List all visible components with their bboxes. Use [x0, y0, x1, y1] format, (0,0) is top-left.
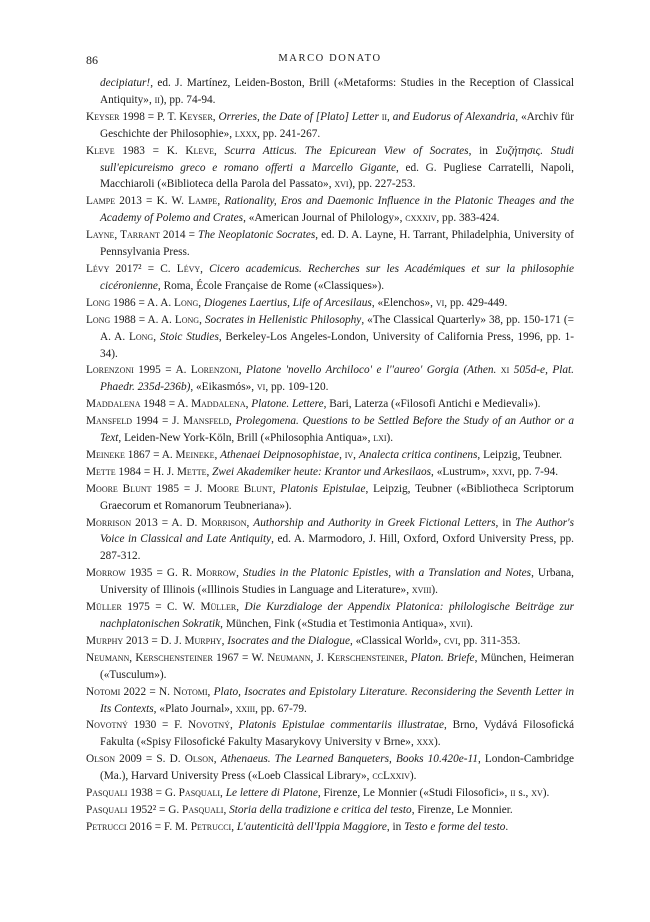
- entry-smallcaps: lxxx: [234, 127, 258, 140]
- bibliography-entry: [86, 193, 574, 227]
- entry-smallcaps: Kleve: [185, 144, 214, 157]
- entry-text: ,: [404, 651, 411, 664]
- entry-title: Platonis Epistulae: [280, 482, 366, 495]
- entry-text: ,: [206, 465, 213, 478]
- entry-text: ,: [236, 601, 245, 614]
- entry-title: The Author's Voice in Classical and Late Antiquity: [100, 516, 574, 546]
- entry-smallcaps: Morrow: [196, 567, 237, 580]
- entry-smallcaps: lxi: [373, 432, 387, 445]
- entry-text: , München, Fink («Studia et Testimonia Antiqua»,: [220, 618, 450, 630]
- entry-smallcaps: xvii: [449, 618, 467, 630]
- bibliography-entry: [86, 447, 574, 464]
- entry-text: = K. W.: [141, 195, 189, 208]
- entry-smallcaps: Kerschensteiner: [327, 651, 405, 664]
- entry-text: ,: [221, 634, 228, 647]
- entry-smallcaps: Lorenzoni: [190, 364, 239, 377]
- entry-text: = A. A.: [135, 313, 175, 326]
- entry-smallcaps: xxiii: [235, 702, 256, 715]
- entry-smallcaps: iv: [344, 448, 354, 461]
- entry-smallcaps: Neumann: [267, 651, 311, 664]
- entry-smallcaps: vi: [256, 381, 266, 394]
- entry-smallcaps: Petrucci: [190, 820, 232, 833]
- entry-text: = H. J.: [141, 465, 177, 478]
- entry-text: , Firenze, Le Monnier («Studi Filosofici»,: [317, 787, 511, 800]
- entry-title: 505d-e, Plat. Phaedr. 235d-236b): [100, 364, 574, 394]
- page-number: 86: [86, 53, 98, 67]
- entry-text: , Leiden-New York-Köln, Brill («Philosophia Antiqua»,: [118, 432, 374, 445]
- entry-key: Lorenzoni 1995: [86, 364, 161, 377]
- entry-title: The Neoplatonic Socrates: [198, 229, 316, 242]
- entry-key: Olson 2009: [86, 753, 142, 766]
- entry-text: = C. W.: [149, 601, 201, 614]
- bibliography-entry: [86, 819, 574, 836]
- entry-text: , pp. 311-353.: [457, 634, 521, 647]
- entry-smallcaps: Long: [128, 330, 154, 343]
- bibliography-list: [86, 75, 574, 836]
- entry-text: , pp. 109-120.: [265, 381, 329, 394]
- entry-key: Kleve 1983: [86, 144, 145, 157]
- entry-title: Die Kurzdialoge der Appendix Platonica: philologische Beiträge zur nachplatonischen Sokratik: [100, 601, 574, 630]
- entry-key: Müller 1975: [86, 601, 150, 614]
- entry-text: = S. D.: [141, 753, 185, 766]
- entry-text: = C.: [141, 262, 177, 275]
- entry-text: , «Archiv für Geschichte der Philosophie»,: [100, 110, 575, 140]
- entry-text: ,: [339, 448, 345, 461]
- entry-title: L'autenticità dell'Ippia Maggiore: [236, 820, 387, 833]
- entry-text: = A. D.: [157, 516, 202, 529]
- entry-title: Analecta critica continens: [358, 448, 478, 461]
- bibliography-entry: [86, 785, 574, 802]
- entry-text: , pp. 67-79.: [255, 702, 307, 715]
- bibliography-entry: [86, 295, 574, 312]
- bibliography-entry: [86, 464, 574, 481]
- entry-text: , «Eikasmós»,: [190, 381, 257, 394]
- entry-text: ,: [213, 753, 221, 766]
- entry-title: Le lettere di Platone: [225, 787, 318, 800]
- entry-smallcaps: xxx: [416, 736, 434, 749]
- entry-text: = J.: [178, 482, 208, 495]
- entry-text: , London-Cambridge (Ma.), Harvard University Press («Loeb Classical Library»,: [100, 753, 575, 783]
- entry-text: = G. R.: [152, 567, 197, 580]
- entry-text: ,: [214, 448, 221, 461]
- bibliography-entry: [86, 802, 574, 819]
- entry-smallcaps: Müller: [200, 601, 237, 614]
- entry-key: Mette 1984: [86, 465, 142, 478]
- entry-title: decipiatur!: [100, 77, 151, 89]
- entry-key: Keyser 1998: [86, 110, 145, 123]
- entry-text: , Leipzig, Teubner («Bibliotheca Scriptorum Graecorum et Romanorum Teubneriana»).: [100, 482, 574, 512]
- entry-text: = K.: [144, 144, 186, 157]
- entry-text: = D. J.: [148, 634, 185, 647]
- entry-title: Zwei Akademiker heute: Krantor und Arkesilaos: [212, 465, 432, 478]
- bibliography-entry: [86, 633, 574, 650]
- entry-text: ,: [229, 719, 239, 732]
- entry-text: , pp. 7-94.: [511, 465, 559, 478]
- entry-text: , pp. 383-424.: [436, 212, 500, 225]
- entry-text: , Leipzig, Teubner.: [477, 448, 563, 461]
- entry-text: , ed. G. Pugliese Carratelli, Napoli, Macchiaroli («Biblioteca della Parola del Passato»,: [100, 161, 575, 191]
- entry-text: = P. T.: [144, 110, 180, 123]
- page-header: [86, 53, 574, 73]
- bibliography-entry: [86, 396, 574, 413]
- entry-text: , ed. D. A. Layne, H. Tarrant, Philadelphia, University of Pennsylvania Press.: [100, 229, 574, 259]
- entry-text: ,: [220, 787, 226, 800]
- entry-smallcaps: cxxxiv: [405, 212, 437, 225]
- entry-smallcaps: Long: [174, 296, 199, 309]
- entry-text: ,: [229, 415, 236, 428]
- entry-text: ).: [433, 736, 441, 749]
- bibliography-entry: [86, 261, 574, 295]
- entry-key: Maddalena 1948: [86, 398, 166, 411]
- bibliography-entry: [86, 75, 574, 109]
- bibliography-entry: [86, 515, 574, 566]
- entry-text: , «Lustrum»,: [431, 465, 492, 478]
- entry-title: Athenaei Deipnosophistae: [220, 448, 340, 461]
- entry-text: = A.: [150, 448, 176, 461]
- entry-smallcaps: Murphy: [184, 634, 222, 647]
- entry-title: Συζήτησις. Studi sull'epicureismo greco e romano offerti a Marcello Gigante: [100, 144, 575, 174]
- bibliography-entry: [86, 684, 574, 718]
- entry-text: ,: [217, 195, 225, 208]
- entry-smallcaps: Pasquali: [182, 803, 224, 816]
- entry-text: = G.: [152, 787, 179, 800]
- entry-text: , Roma, École Française de Rome («Classiques»).: [157, 279, 385, 292]
- entry-title: Prolegomena. Questions to be Settled Before the Study of an Author or a Text: [100, 415, 574, 445]
- entry-text: = J.: [158, 415, 183, 428]
- entry-text: = W.: [238, 651, 268, 664]
- bibliography-entry: [86, 481, 574, 515]
- entry-text: ).: [542, 787, 550, 800]
- entry-smallcaps: vi: [435, 296, 445, 309]
- entry-title: Orreries, the Date of [Plato] Letter: [218, 110, 382, 123]
- entry-key: Moore Blunt 1985: [86, 482, 179, 495]
- entry-text: ,: [231, 820, 237, 833]
- entry-smallcaps: xvi: [334, 178, 349, 191]
- entry-text: , J.: [310, 651, 328, 664]
- entry-text: , ed. A. Marmodoro, J. Hill, Oxford, Oxford University Press, pp. 287-312.: [100, 533, 575, 563]
- entry-text: , in: [495, 516, 516, 529]
- entry-key: Layne, Tarrant 2014: [86, 229, 186, 242]
- entry-smallcaps: xv: [531, 787, 543, 800]
- entry-title: Plato, Isocrates and Epistolary Literature. Reconsidering the Seventh Letter in Its Contexts: [100, 685, 575, 715]
- bibliography-entry: [86, 143, 574, 194]
- entry-text: ,: [245, 398, 252, 411]
- entry-text: ,: [207, 685, 214, 698]
- entry-text: ).: [386, 432, 394, 445]
- entry-smallcaps: xi: [500, 364, 510, 377]
- entry-text: ,: [353, 448, 359, 461]
- entry-key: Petrucci 2016: [86, 820, 152, 833]
- entry-text: ).: [466, 618, 473, 630]
- entry-title: , and Eudorus of Alexandria: [387, 110, 516, 123]
- entry-key: Lampe 2013: [86, 195, 142, 208]
- entry-text: , München, Heimeran («Tusculum»).: [100, 651, 574, 681]
- entry-title: Platone 'novello Archiloco' e l''aureo' Gorgia (Athen.: [246, 364, 501, 377]
- entry-key: Meineke 1867: [86, 448, 151, 461]
- entry-smallcaps: ii: [154, 93, 160, 106]
- entry-key: Mansfeld 1994: [86, 415, 159, 428]
- bibliography-entry: [86, 413, 574, 447]
- bibliography-entry: [86, 650, 574, 684]
- entry-smallcaps: Novotný: [188, 719, 230, 732]
- entry-text: , «American Journal of Philology»,: [243, 212, 406, 225]
- entry-smallcaps: Maddalena: [191, 398, 246, 411]
- entry-text: ,: [199, 313, 205, 326]
- entry-text: ,: [246, 516, 254, 529]
- entry-key: Pasquali 1952²: [86, 803, 157, 816]
- entry-smallcaps: ii: [381, 110, 388, 123]
- entry-smallcaps: Pasquali: [178, 787, 221, 800]
- entry-text: ,: [214, 144, 225, 157]
- entry-text: s.,: [515, 787, 532, 800]
- entry-text: , Brno, Vydává Filosofická Fakulta («Spisy Filosofické Fakulty Masarykovy University v Brne»,: [100, 719, 574, 749]
- entry-text: , Firenze, Le Monnier.: [411, 803, 513, 816]
- bibliography-entry: [86, 599, 574, 633]
- entry-text: , in: [468, 144, 496, 157]
- entry-key: Morrison 2013: [86, 516, 158, 529]
- entry-key: Long 1986: [86, 296, 136, 309]
- entry-text: ), pp. 227-253.: [348, 178, 416, 191]
- entry-text: ,: [153, 330, 160, 343]
- entry-title: Platonis Epistulae commentariis illustratae: [238, 719, 445, 732]
- entry-title: Cicero academicus. Recherches sur les Académiques et sur la philosophie cicéronienne: [100, 262, 575, 292]
- entry-title: Socrates in Hellenistic Philosophy: [204, 313, 362, 326]
- entry-text: , «Classical World»,: [349, 634, 444, 647]
- entry-smallcaps: Keyser: [179, 110, 213, 123]
- entry-smallcaps: ccLxxiv: [372, 770, 410, 783]
- entry-smallcaps: Mansfeld: [182, 415, 230, 428]
- entry-text: , Berkeley-Los Angeles-London, University of California Press, 1996, pp. 1-34).: [100, 330, 575, 360]
- entry-smallcaps: Notomi: [173, 685, 208, 698]
- entry-smallcaps: ii: [510, 787, 516, 800]
- entry-text: , ed. J. Martínez, Leiden-Boston, Brill («Metaforms: Studies in the Reception of Classical Antiquity»,: [100, 77, 574, 106]
- entry-title: Athenaeus. The Learned Banqueters, Books 10.420e-11: [220, 753, 478, 766]
- entry-text: , in: [386, 820, 405, 833]
- entry-key: Lévy 2017²: [86, 262, 142, 275]
- entry-smallcaps: xviii: [411, 584, 432, 597]
- entry-smallcaps: Long: [174, 313, 200, 326]
- entry-smallcaps: Meineke: [175, 448, 215, 461]
- entry-text: = G.: [156, 803, 183, 816]
- entry-key: Morrow 1935: [86, 567, 153, 580]
- entry-title: Studies in the Platonic Epistles, with a Translation and Notes: [242, 567, 532, 580]
- entry-text: = N.: [146, 685, 174, 698]
- entry-title: Platone. Lettere: [251, 398, 324, 411]
- entry-title: Testo e forme del testo: [404, 820, 506, 833]
- bibliography-entry: [86, 227, 574, 261]
- entry-text: ,: [272, 482, 281, 495]
- entry-title: Scurra Atticus. The Epicurean View of Socrates: [224, 144, 469, 157]
- entry-text: , «The Classical Quarterly» 38, pp. 150-171 (= A. A.: [100, 313, 574, 343]
- entry-text: , pp. 429-449.: [444, 296, 508, 309]
- entry-smallcaps: Olson: [184, 753, 214, 766]
- bibliography-entry: [86, 565, 574, 599]
- entry-title: Authorship and Authority in Greek Fictional Letters: [253, 516, 496, 529]
- entry-text: , «Elenchos»,: [371, 296, 436, 309]
- bibliography-entry: [86, 109, 574, 143]
- entry-text: = F.: [156, 719, 189, 732]
- entry-key: Pasquali 1938: [86, 787, 153, 800]
- entry-key: Murphy 2013: [86, 634, 149, 647]
- running-head: MARCO DONATO: [278, 53, 382, 64]
- entry-text: .: [505, 820, 509, 833]
- entry-text: ,: [236, 567, 243, 580]
- entry-text: ,: [238, 364, 246, 377]
- entry-title: Isocrates and the Dialogue: [227, 634, 350, 647]
- entry-text: = F. M.: [151, 820, 191, 833]
- entry-text: ,: [212, 110, 219, 123]
- entry-key: Long 1988: [86, 313, 136, 326]
- entry-key: Notomi 2022: [86, 685, 147, 698]
- entry-title: Stoic Studies: [159, 330, 219, 343]
- entry-smallcaps: xxvi: [491, 465, 512, 478]
- entry-title: Rationality, Eros and Daemonic Influence in the Platonic Theages and the Academy of Polemo and Crates: [100, 195, 574, 225]
- entry-title: Diogenes Laertius, Life of Arcesilaus: [203, 296, 372, 309]
- entry-smallcaps: Moore Blunt: [207, 482, 273, 495]
- entry-text: , Bari, Laterza («Filosofi Antichi e Medievali»).: [323, 398, 541, 411]
- entry-smallcaps: cvi: [443, 634, 458, 647]
- entry-text: = A.: [160, 364, 191, 377]
- entry-text: ,: [198, 296, 204, 309]
- bibliography-entry: [86, 312, 574, 363]
- entry-key: Neumann, Kerschensteiner 1967: [86, 651, 239, 664]
- entry-text: ,: [200, 262, 210, 275]
- entry-smallcaps: Morrison: [201, 516, 247, 529]
- entry-text: = A.: [165, 398, 192, 411]
- entry-text: , Urbana, University of Illinois («Illinois Studies in Language and Literature»,: [100, 567, 574, 597]
- entry-title: Platon. Briefe: [410, 651, 475, 664]
- entry-smallcaps: Lampe: [188, 195, 218, 208]
- entry-text: = A. A.: [135, 296, 175, 309]
- entry-smallcaps: Lévy: [176, 262, 201, 275]
- bibliography-entry: [86, 751, 574, 785]
- entry-text: , «Plato Journal»,: [153, 702, 236, 715]
- entry-text: ).: [409, 770, 417, 783]
- entry-key: Novotný 1930: [86, 719, 157, 732]
- entry-text: ,: [223, 803, 230, 816]
- entry-smallcaps: Mette: [176, 465, 207, 478]
- entry-text: ).: [431, 584, 438, 597]
- bibliography-entry: [86, 362, 574, 396]
- entry-text: ), pp. 74-94.: [159, 93, 216, 106]
- bibliography-entry: [86, 717, 574, 751]
- entry-text: , pp. 241-267.: [257, 127, 321, 140]
- entry-title: Storia della tradizione e critica del testo: [229, 803, 412, 816]
- entry-text: =: [185, 229, 199, 242]
